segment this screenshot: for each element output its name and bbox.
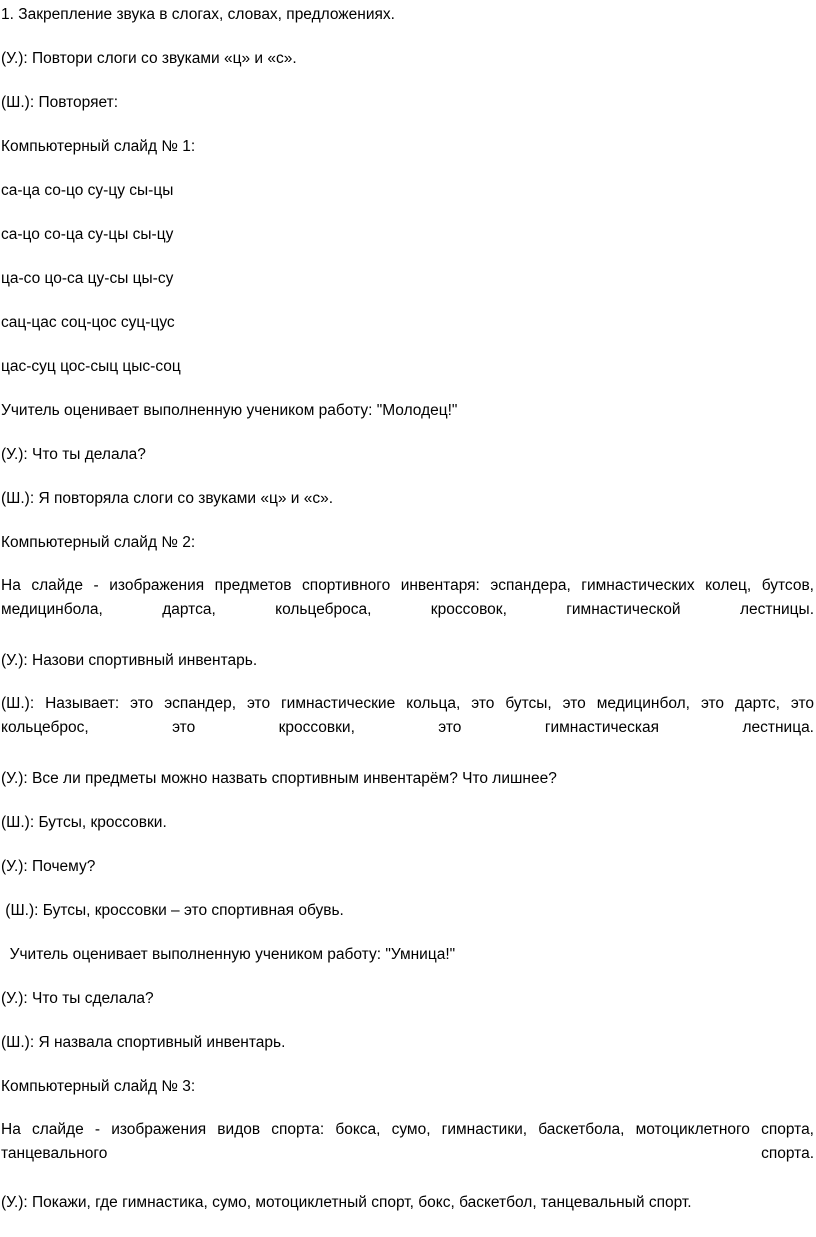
syllable-row: сац-цас соц-цос суц-цус	[1, 314, 175, 331]
student-line: (Ш.): Называет: это эспандер, это гимнастические кольца, это бутсы, это медицинбол, это дартс, это кольцеброс, это кроссовки, это гимнастическая лестница.	[1, 695, 814, 736]
slide-label: Компьютерный слайд № 1:	[1, 138, 196, 155]
teacher-line: (У.): Покажи, где гимнастика, сумо, мотоциклетный спорт, бокс, баскетбол, танцевальный спорт.	[1, 1194, 692, 1211]
student-line: (Ш.): Бутсы, кроссовки.	[1, 814, 167, 831]
student-line: (Ш.): Бутсы, кроссовки – это спортивная обувь.	[1, 902, 344, 919]
syllable-row: цас-суц цос-сыц цыс-соц	[1, 358, 181, 375]
student-line: (Ш.): Я повторяла слоги со звуками «ц» и «с».	[1, 490, 334, 507]
teacher-line: (У.): Почему?	[1, 858, 96, 875]
teacher-assessment: Учитель оценивает выполненную учеником работу: "Умница!"	[1, 946, 456, 963]
teacher-line: (У.): Назови спортивный инвентарь.	[1, 652, 258, 669]
teacher-line: (У.): Все ли предметы можно назвать спортивным инвентарём? Что лишнее?	[1, 770, 557, 787]
teacher-line: (У.): Что ты сделала?	[1, 990, 154, 1007]
slide-label: Компьютерный слайд № 2:	[1, 534, 196, 551]
syllable-row: са-ца со-цо су-цу сы-цы	[1, 182, 174, 199]
teacher-line: (У.): Повтори слоги со звуками «ц» и «с».	[1, 50, 297, 67]
student-line: (Ш.): Я назвала спортивный инвентарь.	[1, 1034, 286, 1051]
syllable-row: са-цо со-ца су-цы сы-цу	[1, 226, 174, 243]
teacher-line: (У.): Что ты делала?	[1, 446, 146, 463]
teacher-assessment: Учитель оценивает выполненную учеником работу: "Молодец!"	[1, 402, 458, 419]
slide-description: На слайде - изображения предметов спортивного инвентаря: эспандера, гимнастических колец, бутсов, медицинбола, дартса, кольцеброса, кроссовок, гимнастической лестницы.	[1, 577, 814, 618]
section-heading: 1. Закрепление звука в слогах, словах, предложениях.	[1, 6, 395, 23]
slide-label: Компьютерный слайд № 3:	[1, 1078, 196, 1095]
syllable-row: ца-со цо-са цу-сы цы-су	[1, 270, 174, 287]
slide-description: На слайде - изображения видов спорта: бокса, сумо, гимнастики, баскетбола, мотоциклетного спорта, танцевального спорта.	[1, 1121, 814, 1162]
student-line: (Ш.): Повторяет:	[1, 94, 118, 111]
